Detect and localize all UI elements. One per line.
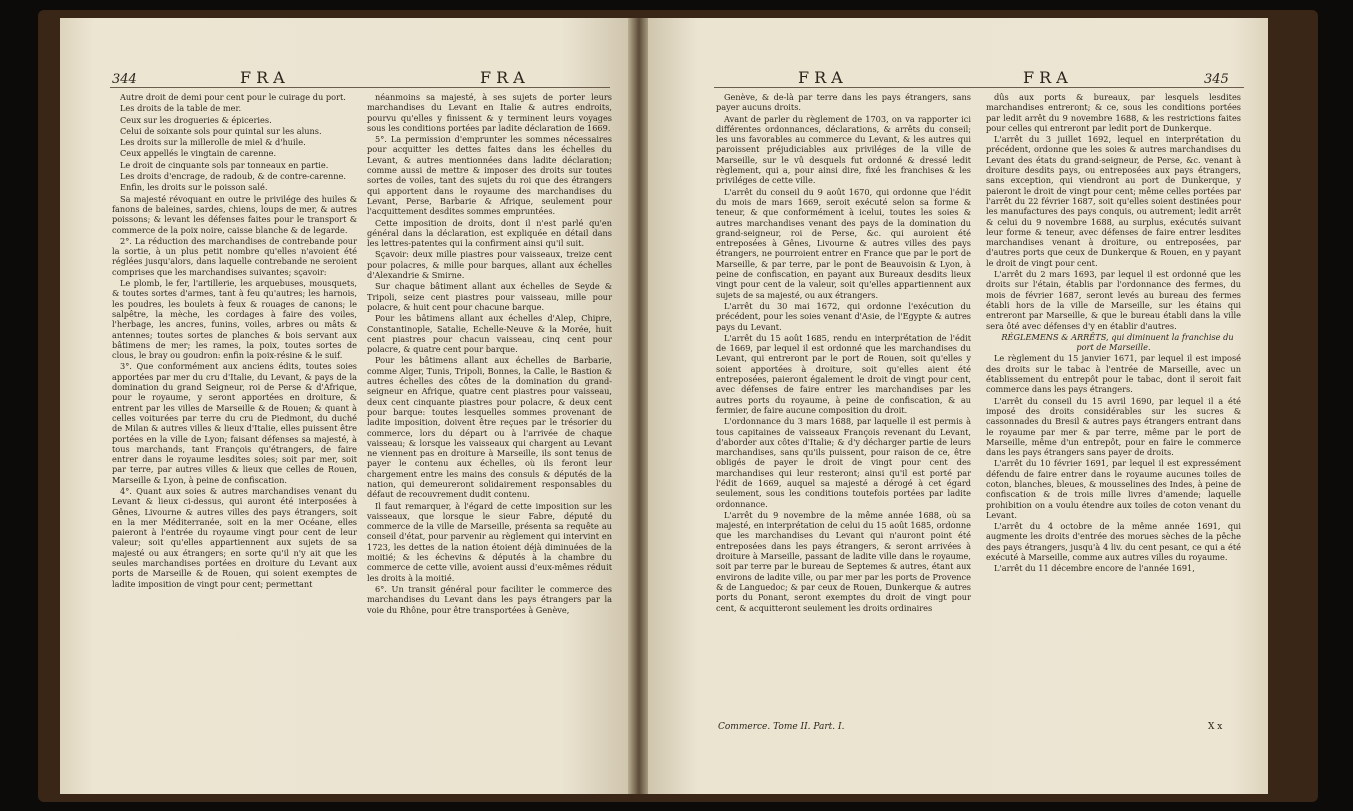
text-column (716, 92, 971, 614)
text-column (367, 92, 612, 616)
paragraph: L'arrêt du 9 novembre de la même année 1688, où sa majesté, en interprétation de celui du 15 août 1685, ordonne que les marchandises du Levant qui n'auront point été entreposées dans les pays étrangers, & seront arrivées à droiture à Marseille, passant de ladite ville dans le royaume, soit par terre par le bureau de Septemes & autres, étant aux environs de ladite ville, ou par mer par les ports de Provence & de Languedoc; & par ceux de Rouen, Dunkerque & autres ports du Ponant, seront exemptes du droit de vingt pour cent, & acquitteront seulement les droits ordinaires (716, 509, 971, 613)
header-rule (714, 87, 1244, 88)
header-rule (110, 87, 610, 88)
paragraph: 5°. La permission d'emprunter les sommes nécessaires pour acquitter les dettes faites dans les échelles du Levant, & autres mentionnées dans ladite déclaration; comme aussi de mettre & imposer des droits sur toutes sortes de voiles, tant des sujets du roi que des étrangers qui apportent dans le royaume des marchandises du Levant, Perse, Barbarie & Afrique, seulement pour l'acquittement desdites sommes empruntées. (367, 134, 612, 217)
paragraph: dûs aux ports & bureaux, par lesquels lesdites marchandises entreront; & ce, sous les conditions portées par ledit arrêt du 9 novembre 1688, & les restrictions faites pour celles qui entreront par ledit port de Dunkerque. (986, 92, 1241, 133)
paragraph: Enfin, les droits sur le poisson salé. (120, 182, 268, 193)
footer-title: Commerce. Tome II. Part. I. (718, 722, 845, 732)
paragraph: Ceux sur les drogueries & épiceries. (120, 114, 272, 125)
paragraph: Sçavoir: deux mille piastres pour vaisseaux, treize cent pour polacres, & mille pour barques, allant aux échelles d'Alexandrie & Smirne. (367, 249, 612, 281)
paragraph: Pour les bâtimens allant aux échelles d'Alep, Chipre, Constantinople, Satalie, Echelle-Neuve & la Morée, huit cent piastres pour chacun vaisseau, cinq cent pour polacre, & quatre cent pour barque. (367, 313, 612, 355)
left-page (60, 18, 630, 794)
gutter (628, 18, 650, 794)
paragraph: L'arrêt du 11 décembre encore de l'année 1691, (994, 563, 1195, 574)
paragraph: Le règlement du 15 janvier 1671, par lequel il est imposé des droits sur le tabac à l'entrée de Marseille, avec un établissement du entrepôt pour le tabac, dont il seroit fait commerce dans les pays étrangers. (986, 353, 1241, 395)
paragraph: 2°. La réduction des marchandises de contrebande pour la sortie, à un plus petit nombre qu'elles n'avoient été réglées jusqu'alors, dans laquelle contrebande ne seroient comprises que les marchandises suivantes; sçavoir: (112, 235, 357, 277)
paragraph: Ceux appellés le vingtain de carenne. (120, 148, 277, 159)
paragraph: L'arrêt du 10 février 1691, par lequel il est expressément défendu de faire entrer dans le royaume aucunes toiles de coton, blanches, bleues, & mousselines des Indes, à peine de confiscation & de trois mille livres d'amende; laquelle prohibition on a voulu étendre aux toiles de coton venant du Levant. (986, 458, 1241, 520)
paragraph: Genève, & de-là par terre dans les pays étrangers, sans payer aucuns droits. (716, 92, 971, 113)
paragraph: Autre droit de demi pour cent pour le cuirage du port. (120, 92, 346, 102)
paragraph: Sur chaque bâtiment allant aux échelles de Seyde & Tripoli, seize cent piastres pour vaisseau, mille pour polacre, & huit cent pour chacune barque. (367, 281, 612, 312)
paragraph: L'arrêt du 15 août 1685, rendu en interprétation de l'édit de 1669, par lequel il est ordonné que les marchandises du Levant, qui entreront par le port de Rouen, soit qu'elles y soient apportées à droiture, soit qu'elles aient été entreposées, paieront également le droit de vingt pour cent, avec défenses de faire entrer les marchandises par les autres ports du royaume, à peine de confiscation, & au fermier, de faire aucune composition du droit. (716, 332, 971, 415)
paragraph: Le droit de cinquante sols par tonneaux en partie. (120, 159, 329, 170)
paragraph: Sa majesté révoquant en outre le privilége des huiles & fanons de baleines, sardes, chiens, loups de mer, & autres poissons; & levant les défenses faites pour le transport & commerce de la poix noire, caisse blanche & de legarde. (112, 193, 357, 235)
paragraph: 3°. Que conformément aux anciens édits, toutes soies apportées par mer du cru d'Italie, du Levant, & pays de la domination du grand Seigneur, roi de Perse & d'Afrique, pour le royaume, y seront apportées en droiture, & entrent par les villes de Marseille & de Rouen; & quant à celles voiturées par terre du cru de Piedmont, du duché de Milan & autres villes & lieux d'Italie, elles puissent être portées en la ville de Lyon; faisant défenses sa majesté, à tous marchands, tant François qu'étrangers, de faire entrer dans le royaume lesdites soies; soit par mer, soit par terre, par autres villes & lieux que celles de Rouen, Marseille & Lyon, à peine de confiscation. (112, 361, 357, 485)
running-header: FRA (1023, 68, 1073, 87)
paragraph: Le plomb, le fer, l'artillerie, les arquebuses, mousquets, & toutes sortes d'armes, tant à feu qu'autres; les harnois, les poudres, les boulets à feux & rouages de canons; le salpêtre, la mèche, les cordages à faire des voiles, l'herbage, les ancres, funins, voiles, arbres ou mâts & antennes; toutes sortes de planches & bois servant aux bâtimens de mer; les rames, la poix, toutes sortes de clous, le bray ou goudron: enfin la poix-résine & le suif. (112, 278, 357, 361)
paragraph: L'arrêt du conseil du 15 avril 1690, par lequel il a été imposé des droits considérables sur les sucres & cassonnades du Bresil & autres pays étrangers entrant dans le royaume par mer & par terre, même par le port de Marseille, même d'un entrepôt, pour en faire le commerce dans les pays étrangers sans payer de droits. (986, 395, 1241, 458)
paragraph: Les droits sur la millerolle de miel & d'huile. (120, 137, 306, 148)
page-number: 345 (1204, 72, 1229, 87)
paragraph: L'arrêt du 30 mai 1672, qui ordonne l'exécution du précédent, pour les soies venant d'Asie, de l'Egypte & autres pays du Levant. (716, 300, 971, 332)
running-header: FRA (480, 68, 530, 87)
paragraph: Il faut remarquer, à l'égard de cette imposition sur les vaisseaux, que lorsque le sieur Fabre, député du commerce de la ville de Marseille, présenta sa requête au conseil d'état, pour parvenir au règlement qui intervint en 1723, les dettes de la nation étoient déjà diminuées de la moitié; & les échevins & députés à la chambre du commerce de cette ville, avoient aussi d'eux-mêmes réduit les droits à la moitié. (367, 500, 612, 583)
page-number: 344 (112, 72, 137, 87)
paragraph: néanmoins sa majesté, à ses sujets de porter leurs marchandises du Levant en Italie & autres endroits, pourvu qu'elles y finissent & y terminent leurs voyages sous les conditions portées par ladite déclaration de 1669. (367, 92, 612, 133)
paragraph: L'arrêt du 3 juillet 1692, lequel en interprétation du précédent, ordonne que les soies & autres marchandises du Levant des états du grand-seigneur, de Perse, &c. venant à droiture desdits pays, ou entreposées aux pays étrangers, sans exception, qui viendront au port de Dunkerque, y paieront le droit de vingt pour cent; même celles portées par l'arrêt du 22 février 1687, soit qu'elles soient destinées pour les manufactures des pays conquis, ou autrement; ledit arrêt & celui du 9 novembre 1688, au surplus, exécutés suivant leur forme & teneur, avec défenses de faire entrer lesdites marchandises venant à droiture, ou entreposées, par d'autres ports que ceux de Dunkerque & Rouen, en y payant le droit de vingt pour cent. (986, 134, 1241, 268)
paragraph: L'arrêt du 2 mars 1693, par lequel il est ordonné que les droits sur l'étain, établis par l'ordonnance des fermes, du mois de février 1687, seront levés au bureau des fermes établi hors de la ville de Marseille, sur les étains qui entreront par Marseille, & que le bureau établi dans la ville sera ôté avec défenses d'y en établir d'autres. (986, 269, 1241, 331)
text-column (986, 92, 1241, 575)
paragraph: RÉGLEMENS & ARRÊTS, qui diminuent la franchise du port de Marseille. (1001, 331, 1234, 353)
running-header: FRA (798, 68, 848, 87)
paragraph: Celui de soixante sols pour quintal sur les aluns. (120, 125, 322, 136)
book-spread (60, 18, 1290, 794)
paragraph: L'ordonnance du 3 mars 1688, par laquelle il est permis à tous capitaines de vaisseaux François revenant du Levant, d'aborder aux côtes d'Italie; & d'y décharger partie de leurs marchandises, sans qu'ils puissent, pour raison de ce, être obligés de payer le droit de vingt pour cent des marchandises qui leur resteront; ainsi qu'il est porté par l'édit de 1669, auquel sa majesté a dérogé à cet égard seulement, sous les conditions toutefois portées par ladite ordonnance. (716, 416, 971, 509)
paragraph: Les droits d'encrage, de radoub, & de contre-carenne. (120, 171, 346, 182)
paragraph: Cette imposition de droits, dont il n'est parlé qu'en général dans la déclaration, est expliquée en détail dans les lettres-patentes qui la confirment ainsi qu'il suit. (367, 217, 612, 249)
paragraph: 4°. Quant aux soies & autres marchandises venant du Levant & lieux ci-dessus, qui auront été interposées à Gênes, Livourne & autres villes des pays étrangers, soit en la mer Méditerranée, soit en la mer Océane, elles paieront à l'entrée du royaume vingt pour cent de leur valeur; soit qu'elles appartiennent aux sujets de sa majesté ou aux étrangers; en sorte qu'il n'y ait que les seules marchandises portées en droiture du Levant aux ports de Marseille & de Rouen, qui soient exemptes de ladite imposition de vingt pour cent; permettant (112, 485, 357, 589)
running-header: FRA (240, 68, 290, 87)
paragraph: 6°. Un transit général pour faciliter le commerce des marchandises du Levant dans les pays étrangers par la voie du Rhône, pour être transportées à Genève, (367, 583, 612, 615)
paragraph: Avant de parler du règlement de 1703, on va rapporter ici différentes ordonnances, déclarations, & arrêts du conseil; les uns favorables au commerce du Levant, & les autres qui paroissent préjudiciables aux priviléges de la ville de Marseille, sur le vû desquels fut ordonné & dressé ledit règlement, qui a, pour ainsi dire, fixé les franchises & les priviléges de cette ville. (716, 113, 971, 186)
signature-mark: X x (1208, 722, 1223, 732)
paragraph: Les droits de la table de mer. (120, 103, 242, 114)
paragraph: L'arrêt du 4 octobre de la même année 1691, qui augmente les droits d'entrée des morues sèches de la pêche des pays étrangers, jusqu'à 4 liv. du cent pesant, ce qui a été exécuté à Marseille, comme aux autres villes du royaume. (986, 521, 1241, 563)
right-page (648, 18, 1268, 794)
text-column (112, 92, 357, 590)
paragraph: Pour les bâtimens allant aux échelles de Barbarie, comme Alger, Tunis, Tripoli, Bonnes, la Calle, le Bastion & autres échelles des côtes de la domination du grand-seigneur en Afrique, quatre cent piastres pour vaisseau, deux cent cinquante piastres pour polacre, & deux cent pour barque: toutes lesquelles sommes provenant de ladite imposition, doivent être reçues par le trésorier du commerce, lors du départ ou à l'arrivée de chaque vaisseau; & lorsque les vaisseaux qui chargent au Levant ne viennent pas en droiture à Marseille, ils sont tenus de payer le contenu aux échelles, où ils feront leur chargement entre les mains des consuls & députés de la nation, qui demeureront solidairement responsables du défaut de recouvrement dudit contenu. (367, 355, 612, 500)
paragraph: L'arrêt du conseil du 9 août 1670, qui ordonne que l'édit du mois de mars 1669, seroit exécuté selon sa forme & teneur, & que conformément à icelui, toutes les soies & autres marchandises venant des pays de la domination du grand-seigneur, roi de Perse, &c. qui auroient été entreposées à Gênes, Livourne & autres villes des pays étrangers, ne pourroient entrer en France que par le port de Marseille, & par terre, par le pont de Beauvoisin & Lyon, à peine de confiscation, en payant aux Bureaux desdits lieux vingt pour cent de la valeur, soit qu'elles appartiennent aux sujets de sa majesté, ou aux étrangers. (716, 186, 971, 300)
